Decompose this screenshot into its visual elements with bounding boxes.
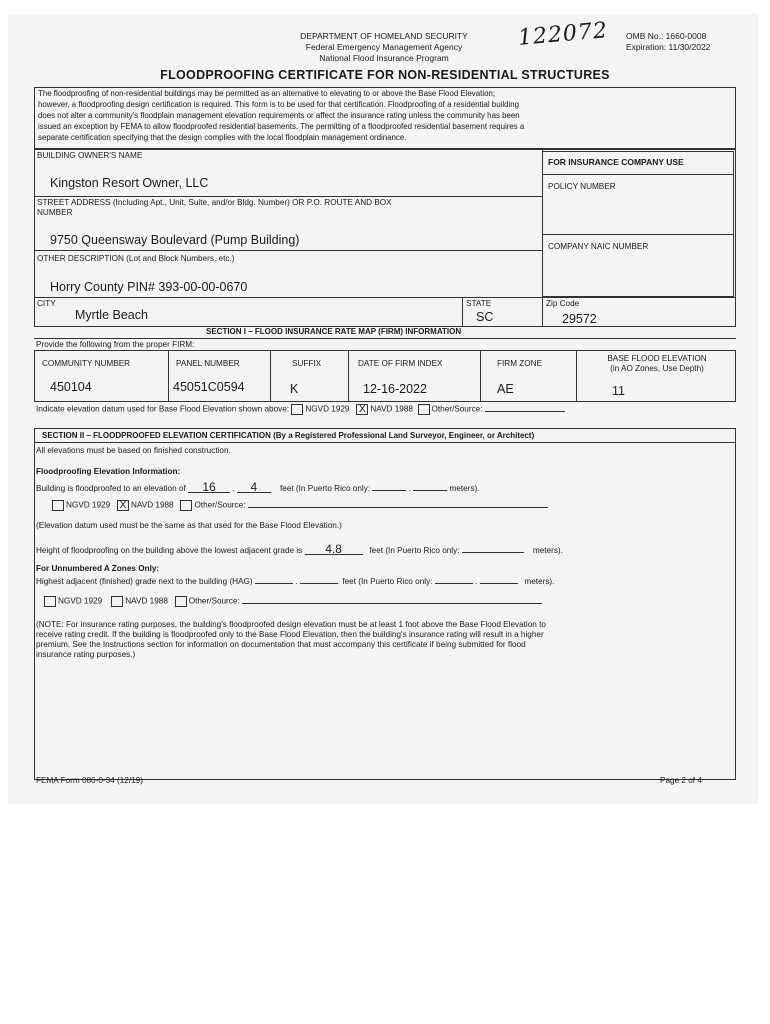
- rating-note: [36, 620, 732, 660]
- hag-suffix: feet (In Puerto Rico only:: [342, 577, 433, 586]
- state-field[interactable]: SC: [476, 310, 494, 324]
- agency-line-1: DEPARTMENT OF HOMELAND SECURITY: [300, 31, 468, 41]
- fp-pr-whole[interactable]: [372, 490, 406, 491]
- firm-zone-field[interactable]: AE: [497, 382, 514, 396]
- datum-note: (Elevation datum used must be the same as that used for the Base Flood Elevation.): [36, 521, 342, 530]
- fp-ngvd-checkbox[interactable]: [52, 500, 64, 511]
- intro-line: does not alter a community's floodplain management elevation requirements or affect the insurance rating unless the community has been: [38, 111, 520, 120]
- fp-other-checkbox[interactable]: [180, 500, 192, 511]
- fp-meters: meters).: [449, 484, 480, 493]
- fp-pr-decimal[interactable]: [413, 490, 447, 491]
- fp-pr-dot: .: [408, 484, 411, 493]
- col-date-firm-index: DATE OF FIRM INDEX: [358, 359, 443, 368]
- hag-pr-decimal[interactable]: [480, 583, 518, 584]
- bfe-ngvd-label: NGVD 1929: [305, 404, 350, 414]
- fp-dot: .: [232, 484, 235, 493]
- section2-title: SECTION II – FLOODPROOFED ELEVATION CERTIFICATION (By a Registered Professional Land Surveyor, Engineer, or Architect): [42, 431, 535, 440]
- height-suffix: feet (In Puerto Rico only:: [369, 546, 460, 555]
- col-bfe-line: BASE FLOOD ELEVATION: [607, 354, 707, 363]
- bfe-datum-row: [36, 404, 565, 415]
- fp-elevation-decimal[interactable]: 4: [237, 482, 271, 493]
- other-description-label: OTHER DESCRIPTION (Lot and Block Numbers, etc.): [37, 254, 235, 263]
- hag-navd-label: NAVD 1988: [125, 596, 168, 606]
- hag-prefix: Highest adjacent (finished) grade next to the building (HAG): [36, 577, 253, 586]
- city-field[interactable]: Myrtle Beach: [75, 308, 148, 322]
- owner-name-field[interactable]: Kingston Resort Owner, LLC: [50, 176, 209, 190]
- bfe-other-label: Other/Source:: [431, 404, 483, 414]
- street-label-line: STREET ADDRESS (Including Apt., Unit, Suite, and/or Bldg. Number) OR P.O. ROUTE AND BOX: [37, 198, 392, 207]
- hag-ngvd-label: NGVD 1929: [58, 596, 103, 606]
- height-meters: meters).: [532, 546, 563, 555]
- col-firm-zone: FIRM ZONE: [497, 359, 543, 368]
- hag-other-field[interactable]: [242, 603, 542, 604]
- fp-elevation-row: [36, 482, 480, 494]
- hag-other-checkbox[interactable]: [175, 596, 187, 607]
- fp-datum-row: [52, 500, 548, 511]
- hag-ngvd-checkbox[interactable]: [44, 596, 56, 607]
- height-field[interactable]: 4.8: [305, 544, 363, 555]
- unnumbered-heading: For Unnumbered A Zones Only:: [36, 564, 160, 573]
- zip-label: Zip Code: [546, 299, 580, 308]
- form-title: FLOODPROOFING CERTIFICATE FOR NON-RESIDENTIAL STRUCTURES: [160, 68, 610, 82]
- hag-other-label: Other/Source:: [188, 596, 240, 606]
- col-bfe-line: (in AO Zones, Use Depth): [610, 364, 704, 373]
- insurance-box: [542, 151, 734, 297]
- intro-line: The floodproofing of non-residential buildings may be permitted as an alternative to elevating to or above the Base Flood Elevation;: [38, 89, 496, 98]
- agency-line-2: Federal Emergency Management Agency: [305, 42, 463, 52]
- bfe-datum-prompt: Indicate elevation datum used for Base Flood Elevation shown above:: [36, 404, 290, 414]
- intro-text: [38, 88, 730, 143]
- hag-whole[interactable]: [255, 583, 293, 584]
- intro-line: separate certification specifying that the design complies with the local floodplain management ordinance.: [38, 133, 407, 142]
- agency-line-3: National Flood Insurance Program: [319, 53, 449, 63]
- fp-elevation-whole[interactable]: 16: [188, 482, 230, 493]
- owner-name-label: BUILDING OWNER'S NAME: [37, 151, 143, 160]
- panel-number-field[interactable]: 45051C0594: [173, 380, 245, 394]
- col-community-number: COMMUNITY NUMBER: [42, 359, 131, 368]
- insurance-header: FOR INSURANCE COMPANY USE: [548, 157, 684, 167]
- handwritten-number: 122072: [517, 18, 609, 51]
- hag-meters: meters).: [524, 577, 555, 586]
- col-panel-number: PANEL NUMBER: [176, 359, 240, 368]
- suffix-field[interactable]: K: [290, 382, 299, 396]
- bfe-other-checkbox[interactable]: [418, 404, 430, 415]
- bfe-navd-checkbox[interactable]: X: [356, 404, 368, 415]
- fp-navd-label: NAVD 1988: [130, 500, 174, 510]
- page-number: Page 2 of 4: [660, 776, 702, 785]
- street-address-field[interactable]: 9750 Queensway Boulevard (Pump Building): [50, 233, 300, 247]
- city-label: CITY: [37, 299, 56, 308]
- rating-note-line: premium. See the Instructions section for information on documentation that must accompany this certificate if being submitted for flood: [36, 640, 526, 649]
- omb-number: OMB No.: 1660-0008: [626, 31, 707, 41]
- rating-note-line: (NOTE: For insurance rating purposes, the building's floodproofed design elevation must be at least 1 foot above the Base Flood Elevation to: [36, 620, 546, 629]
- hag-pr-dot: .: [475, 577, 478, 586]
- expiration-date: Expiration: 11/30/2022: [626, 42, 711, 52]
- fp-other-field[interactable]: [248, 507, 548, 508]
- height-row: [36, 544, 563, 556]
- street-label-line: NUMBER: [37, 208, 73, 217]
- hag-navd-checkbox[interactable]: [111, 596, 123, 607]
- col-suffix: SUFFIX: [292, 359, 322, 368]
- hag-row: [36, 577, 554, 587]
- bfe-navd-label: NAVD 1988: [370, 404, 413, 414]
- intro-line: however, a floodproofing design certification is required. This form is to be used for that certification. Floodproofing of a residential building: [38, 100, 520, 109]
- other-description-field[interactable]: Horry County PIN# 393-00-00-0670: [50, 280, 248, 294]
- fp-ngvd-label: NGVD 1929: [66, 500, 111, 510]
- rating-note-line: insurance rating purposes.): [36, 650, 136, 659]
- hag-dot: .: [295, 577, 298, 586]
- finished-construction-note: All elevations must be based on finished construction.: [36, 446, 231, 455]
- section1-provide: Provide the following from the proper FIRM:: [36, 340, 195, 349]
- hag-datum-row: [44, 596, 542, 607]
- col-bfe: [578, 354, 736, 374]
- bfe-ngvd-checkbox[interactable]: [291, 404, 303, 415]
- bfe-other-field[interactable]: [485, 411, 565, 412]
- policy-number-label: POLICY NUMBER: [548, 182, 616, 191]
- intro-line: issued an exception by FEMA to allow floodproofed residential basements. The permitting of a floodproofed residential basement requires a: [38, 122, 525, 131]
- zip-field[interactable]: 29572: [562, 312, 597, 326]
- fp-info-heading: Floodproofing Elevation Information:: [36, 467, 181, 476]
- fp-other-label: Other/Source:: [194, 500, 246, 510]
- fp-elevation-prefix: Building is floodproofed to an elevation of: [36, 484, 186, 493]
- rating-note-line: receive rating credit. If the building is floodproofed only to the Base Flood Elevation, then the building's insurance rating will result in a higher: [36, 630, 544, 639]
- hag-pr-whole[interactable]: [435, 583, 473, 584]
- bfe-field[interactable]: 11: [612, 384, 625, 398]
- state-label: STATE: [466, 299, 492, 308]
- naic-number-label: COMPANY NAIC NUMBER: [548, 242, 649, 251]
- street-label: [37, 198, 537, 218]
- agency-header: [254, 31, 514, 64]
- section1-title: SECTION I – FLOOD INSURANCE RATE MAP (FIRM) INFORMATION: [206, 327, 462, 336]
- height-pr-field[interactable]: [462, 552, 524, 553]
- fp-elevation-suffix: feet (In Puerto Rico only:: [280, 484, 371, 493]
- height-prefix: Height of floodproofing on the building above the lowest adjacent grade is: [36, 546, 303, 555]
- form-number: FEMA Form 086-0-34 (12/19): [36, 776, 143, 785]
- firm-date-field[interactable]: 12-16-2022: [363, 382, 427, 396]
- community-number-field[interactable]: 450104: [50, 380, 92, 394]
- hag-decimal[interactable]: [300, 583, 338, 584]
- fp-navd-checkbox[interactable]: X: [117, 500, 129, 511]
- omb-info: [626, 31, 710, 53]
